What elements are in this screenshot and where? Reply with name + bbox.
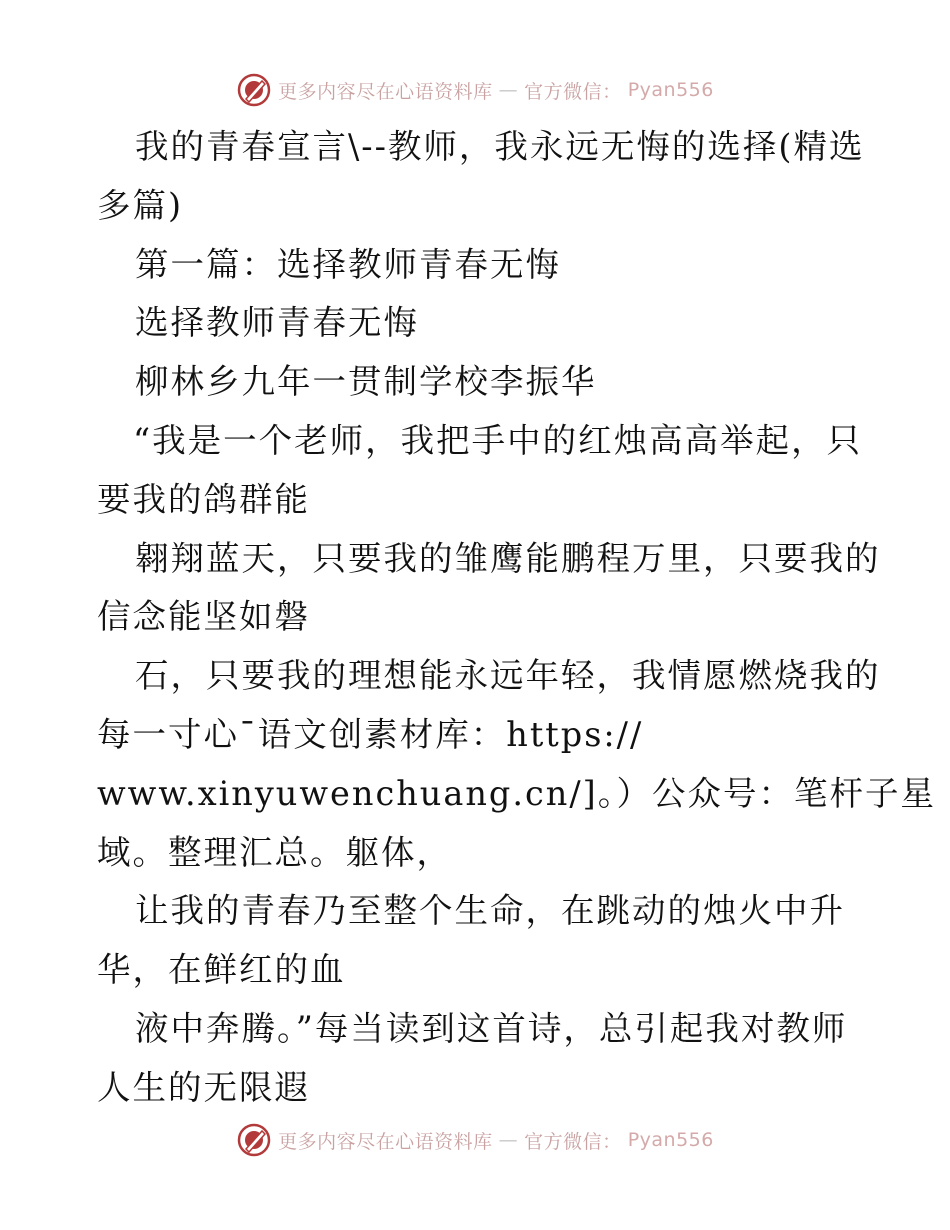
text-line: 域。整理汇总。躯体， <box>97 832 452 872</box>
banner-handle: Pyan556 <box>627 79 714 101</box>
text-line: 液中奔腾。”每当读到这首诗，总引起我对教师 <box>135 1008 848 1048</box>
text-line: “我是一个老师，我把手中的红烛高高举起，只 <box>133 420 863 460</box>
banner-dash: — <box>498 1129 519 1151</box>
text-line: 人生的无限遐 <box>97 1067 310 1107</box>
text-line: 柳林乡九年一贯制学校李振华 <box>135 362 597 402</box>
header-banner <box>0 68 950 112</box>
text-line: 石，只要我的理想能永远年轻，我情愿燃烧我的 <box>135 656 881 696</box>
text-line: 选择教师青春无悔 <box>135 303 419 343</box>
text-line: 华，在鲜红的血 <box>97 950 346 990</box>
banner-text: 更多内容尽在心语资料库 <box>278 80 493 103</box>
footer-banner <box>0 1118 950 1162</box>
pen-logo-icon <box>236 72 272 108</box>
banner-handle: Pyan556 <box>627 1129 714 1151</box>
text-line: 翱翔蓝天，只要我的雏鹰能鹏程万里，只要我的 <box>135 538 881 578</box>
document-body <box>97 118 936 1118</box>
banner-text: 更多内容尽在心语资料库 <box>278 1130 493 1153</box>
banner-dash: — <box>498 79 519 101</box>
text-line: 我的青春宣言\--教师，我永远无悔的选择(精选 <box>135 127 865 166</box>
text-line: 每一寸心¯语文创素材库：https:// <box>97 714 644 754</box>
banner-wechat-label: 官方微信： <box>524 80 622 103</box>
text-line: 要我的鸽群能 <box>97 479 310 519</box>
pen-logo-icon <box>236 1122 272 1158</box>
text-line: 信念能坚如磐 <box>97 597 310 637</box>
text-line: 多篇) <box>97 185 184 225</box>
text-line: www.xinyuwenchuang.cn/]。）公众号：笔杆子星 <box>97 773 936 813</box>
banner-wechat-label: 官方微信： <box>524 1130 622 1153</box>
text-line: 第一篇：选择教师青春无悔 <box>135 244 561 284</box>
text-line: 让我的青春乃至整个生命，在跳动的烛火中升 <box>135 891 845 931</box>
